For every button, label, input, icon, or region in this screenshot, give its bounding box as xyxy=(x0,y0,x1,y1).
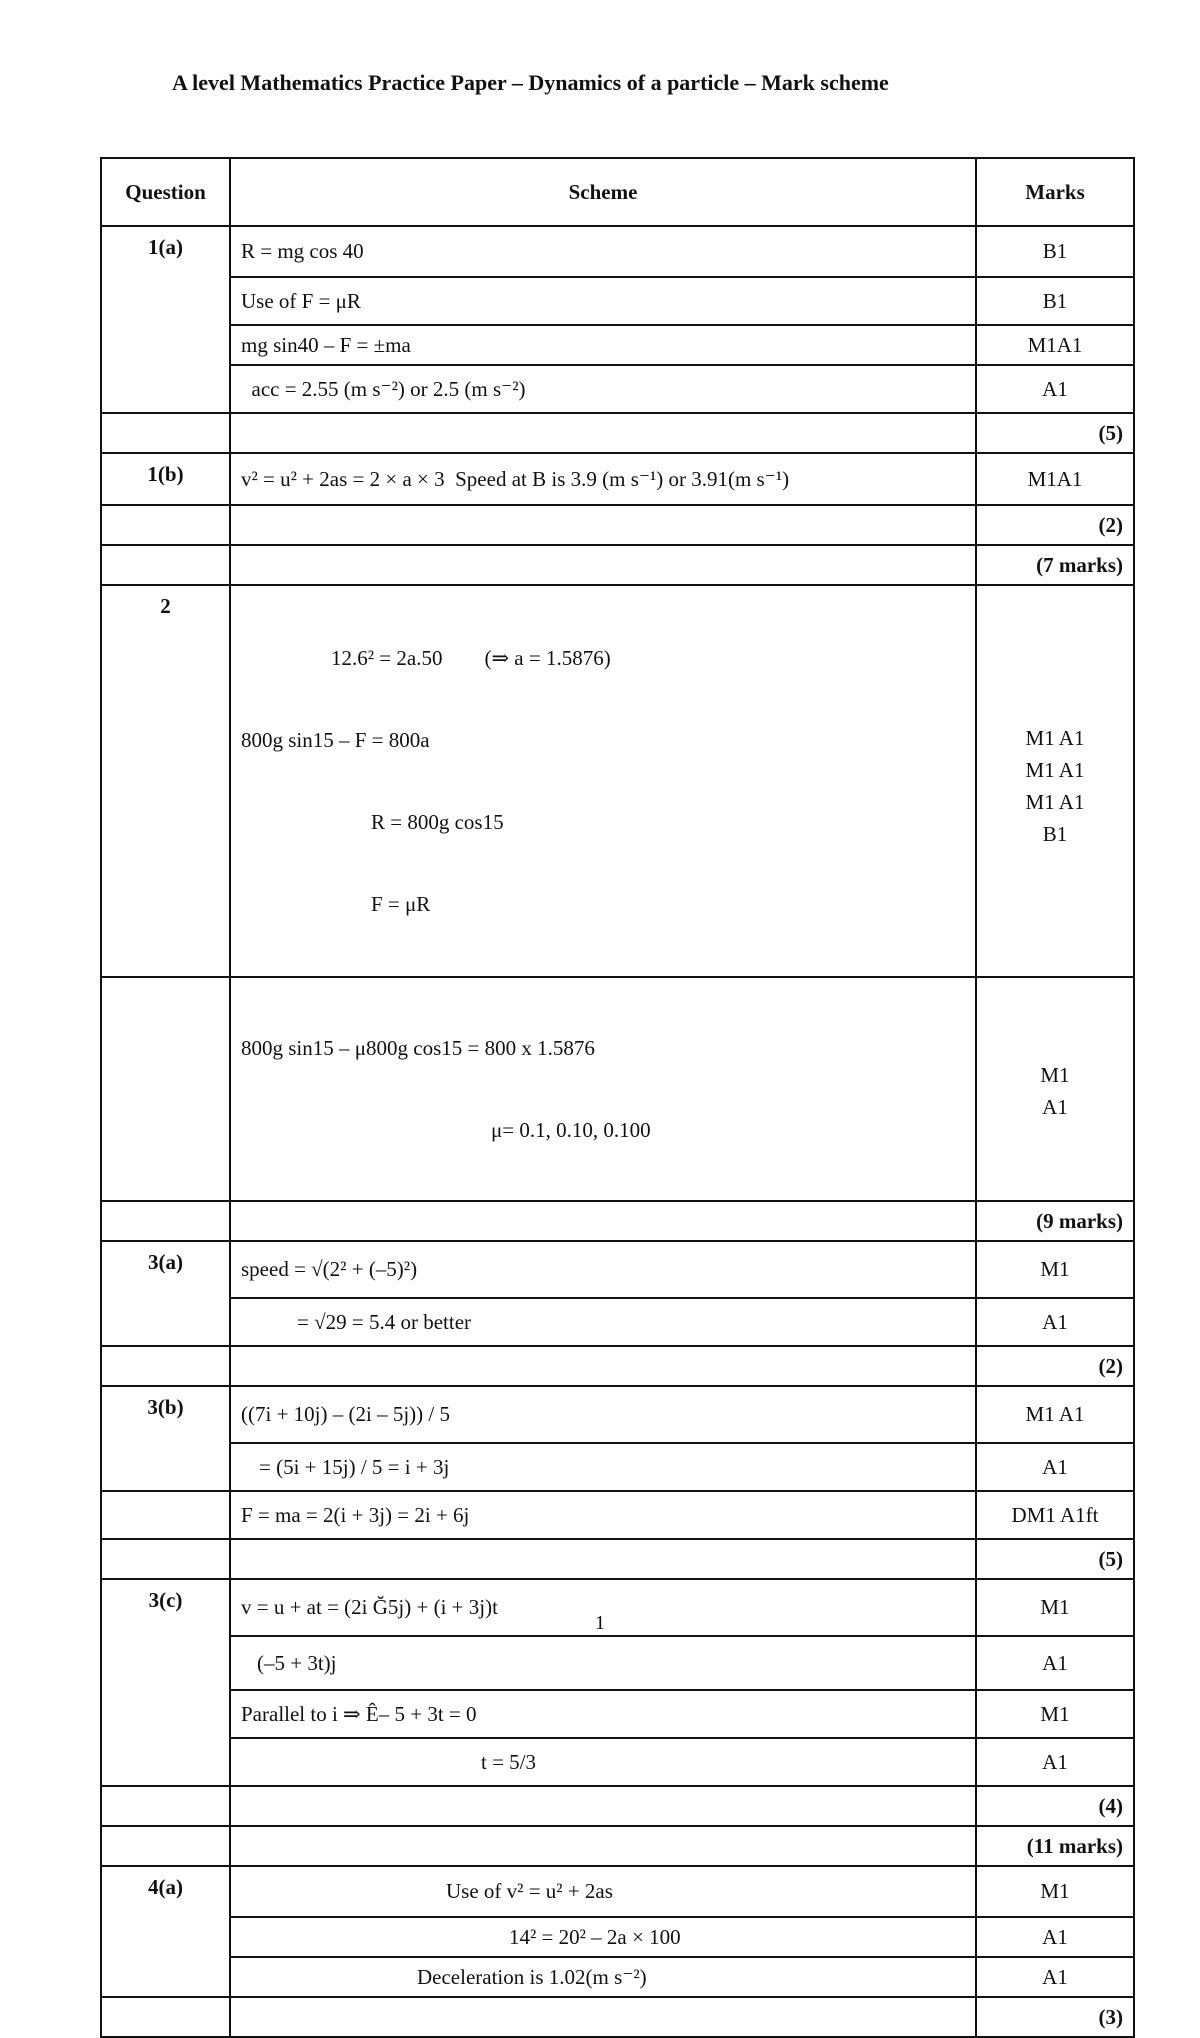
table-row xyxy=(101,585,1134,977)
scheme-cell: 14² = 20² – 2a × 100 xyxy=(230,1917,976,1957)
question-total-row xyxy=(101,1826,1134,1866)
scheme-line: 800g sin15 – μ800g cos15 = 800 x 1.5876 xyxy=(241,1036,595,1060)
scheme-cell: F = ma = 2(i + 3j) = 2i + 6j xyxy=(230,1491,976,1539)
scheme-cell: ((7i + 10j) – (2i – 5j)) / 5 xyxy=(230,1386,976,1443)
header-question: Question xyxy=(101,158,230,226)
marks-cell xyxy=(976,977,1134,1201)
scheme-cell: Use of v² = u² + 2as xyxy=(230,1866,976,1917)
mark-scheme-table xyxy=(100,157,1135,2038)
scheme-cell xyxy=(230,585,976,977)
page-title: A level Mathematics Practice Paper – Dynamics of a particle – Mark scheme xyxy=(172,70,889,95)
scheme-line: 800g sin15 – F = 800a xyxy=(241,728,430,752)
marks-cell: A1 xyxy=(976,1298,1134,1346)
question-total-row xyxy=(101,545,1134,585)
scheme-cell: v² = u² + 2as = 2 × a × 3 Speed at B is 3.9 (m s⁻¹) or 3.91(m s⁻¹) xyxy=(230,453,976,505)
question-label: 1(a) xyxy=(101,226,230,277)
scheme-cell: = (5i + 15j) / 5 = i + 3j xyxy=(230,1443,976,1491)
table-row xyxy=(101,977,1134,1201)
mark-line: M1 A1 xyxy=(1025,758,1085,782)
question-total: (7 marks) xyxy=(976,545,1134,585)
question-label: 3(c) xyxy=(101,1579,230,1636)
table-row xyxy=(101,325,1134,365)
subtotal: (2) xyxy=(976,1346,1134,1386)
marks-cell: M1 xyxy=(976,1579,1134,1636)
marks-cell: M1 A1 xyxy=(976,1386,1134,1443)
subtotal: (3) xyxy=(976,1997,1134,2037)
table-row xyxy=(101,277,1134,325)
subtotal-row xyxy=(101,505,1134,545)
marks-cell xyxy=(976,585,1134,977)
marks-cell: M1 xyxy=(976,1241,1134,1298)
scheme-cell: v = u + at = (2i Ğ5j) + (i + 3j)t xyxy=(230,1579,976,1636)
table-row xyxy=(101,1491,1134,1539)
table-row xyxy=(101,1957,1134,1997)
question-total: (9 marks) xyxy=(976,1201,1134,1241)
scheme-line: R = 800g cos15 xyxy=(371,810,504,834)
mark-line: A1 xyxy=(1042,1095,1068,1119)
question-label: 3(b) xyxy=(101,1386,230,1443)
scheme-cell: mg sin40 – F = ±ma xyxy=(230,325,976,365)
marks-cell: A1 xyxy=(976,1636,1134,1690)
table-row xyxy=(101,1690,1134,1738)
question-label: 3(a) xyxy=(101,1241,230,1298)
marks-cell: A1 xyxy=(976,1917,1134,1957)
marks-cell: M1 xyxy=(976,1690,1134,1738)
table-row xyxy=(101,1241,1134,1298)
scheme-cell: (–5 + 3t)j xyxy=(230,1636,976,1690)
scheme-cell: t = 5/3 xyxy=(230,1738,976,1786)
subtotal: (2) xyxy=(976,505,1134,545)
scheme-line: F = μR xyxy=(371,892,431,916)
header-scheme: Scheme xyxy=(230,158,976,226)
table-row xyxy=(101,1917,1134,1957)
scheme-cell xyxy=(230,977,976,1201)
scheme-cell: Parallel to i ⇒ Ê– 5 + 3t = 0 xyxy=(230,1690,976,1738)
question-total-row xyxy=(101,1201,1134,1241)
page-number: 1 xyxy=(595,1612,605,1634)
question-label: 4(a) xyxy=(101,1866,230,1917)
table-row xyxy=(101,365,1134,413)
marks-cell: M1 xyxy=(976,1866,1134,1917)
marks-cell: M1A1 xyxy=(976,325,1134,365)
marks-cell: A1 xyxy=(976,1443,1134,1491)
marks-cell: A1 xyxy=(976,365,1134,413)
subtotal-row xyxy=(101,1539,1134,1579)
table-row xyxy=(101,1386,1134,1443)
mark-line: M1 A1 xyxy=(1025,726,1085,750)
scheme-cell: = √29 = 5.4 or better xyxy=(230,1298,976,1346)
scheme-cell: R = mg cos 40 xyxy=(230,226,976,277)
subtotal: (5) xyxy=(976,1539,1134,1579)
table-row xyxy=(101,1738,1134,1786)
subtotal-row xyxy=(101,1786,1134,1826)
question-label: 2 xyxy=(101,585,230,977)
scheme-line: 12.6² = 2a.50 (⇒ a = 1.5876) xyxy=(331,646,611,670)
header-row xyxy=(101,158,1134,226)
marks-cell: DM1 A1ft xyxy=(976,1491,1134,1539)
table-row xyxy=(101,1298,1134,1346)
mark-line: M1 A1 xyxy=(1025,790,1085,814)
header-marks: Marks xyxy=(976,158,1134,226)
table-row xyxy=(101,226,1134,277)
subtotal: (5) xyxy=(976,413,1134,453)
subtotal: (4) xyxy=(976,1786,1134,1826)
subtotal-row xyxy=(101,1997,1134,2037)
table-row xyxy=(101,453,1134,505)
mark-line: B1 xyxy=(1042,822,1068,846)
question-total: (11 marks) xyxy=(976,1826,1134,1866)
scheme-cell: speed = √(2² + (–5)²) xyxy=(230,1241,976,1298)
subtotal-row xyxy=(101,1346,1134,1386)
subtotal-row xyxy=(101,413,1134,453)
marks-cell: A1 xyxy=(976,1738,1134,1786)
question-label: 1(b) xyxy=(101,453,230,505)
marks-cell: B1 xyxy=(976,277,1134,325)
marks-cell: B1 xyxy=(976,226,1134,277)
table-row xyxy=(101,1636,1134,1690)
scheme-cell: acc = 2.55 (m s⁻²) or 2.5 (m s⁻²) xyxy=(230,365,976,413)
scheme-cell: Deceleration is 1.02(m s⁻²) xyxy=(230,1957,976,1997)
scheme-cell: Use of F = μR xyxy=(230,277,976,325)
table-row xyxy=(101,1443,1134,1491)
marks-cell: A1 xyxy=(976,1957,1134,1997)
marks-cell: M1A1 xyxy=(976,453,1134,505)
mark-line: M1 xyxy=(1040,1063,1070,1087)
scheme-line: μ= 0.1, 0.10, 0.100 xyxy=(491,1118,651,1142)
table-row xyxy=(101,1866,1134,1917)
